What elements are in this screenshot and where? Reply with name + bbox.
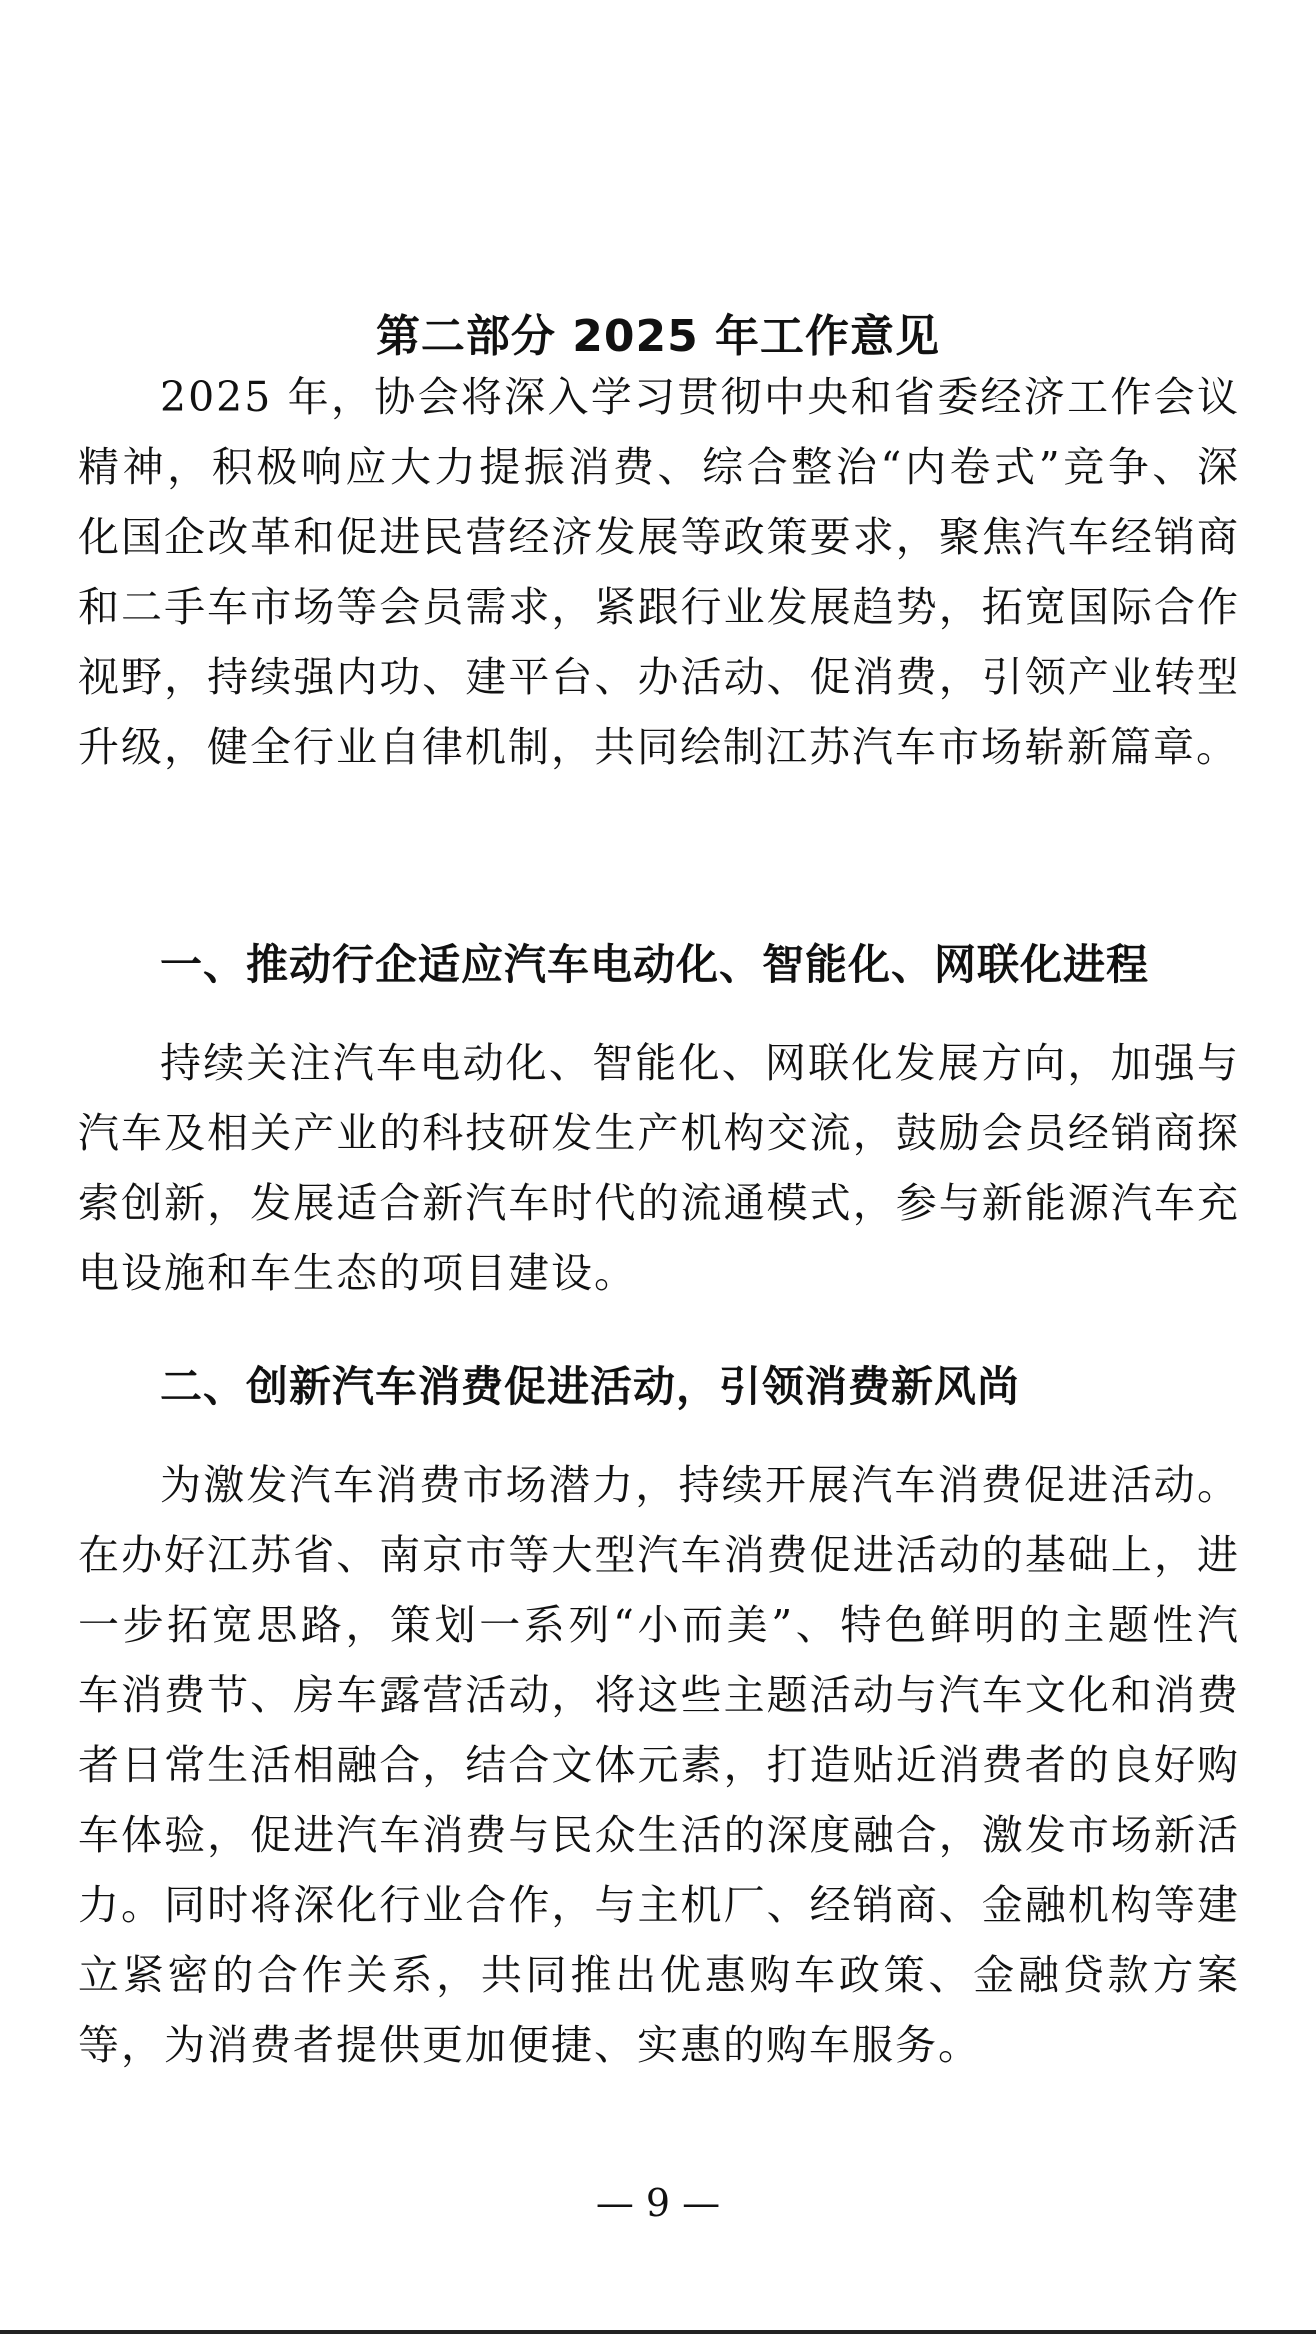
page-title: 第二部分 2025 年工作意见 — [375, 311, 941, 363]
section-1-heading: 一、推动行企适应汽车电动化、智能化、网联化进程 — [160, 940, 1150, 989]
page-number: — 9 — — [595, 2181, 721, 2225]
section-1-body: 持续关注汽车电动化、智能化、网联化发展方向，加强与汽车及相关产业的科技研发生产机构交流，鼓励会员经销商探索创新，发展适合新汽车时代的流通模式，参与新能源汽车充电设施和车生态的项目建设。 — [78, 1039, 1240, 1297]
section-2-body: 为激发汽车消费市场潜力，持续开展汽车消费促进活动。在办好江苏省、南京市等大型汽车消费促进活动的基础上，进一步拓宽思路，策划一系列“小而美”、特色鲜明的主题性汽车消费节、房车露营活动，将这些主题活动与汽车文化和消费者日常生活相融合，结合文体元素，打造贴近消费者的良好购车体验，促进汽车消费与民众生活的深度融合，激发市场新活力。同时将深化行业合作，与主机厂、经销商、金融机构等建立紧密的合作关系，共同推出优惠购车政策、金融贷款方案等，为消费者提供更加便捷、实惠的购车服务。 — [78, 1461, 1240, 2069]
bottom-rule — [0, 2330, 1316, 2334]
intro-paragraph: 2025 年，协会将深入学习贯彻中央和省委经济工作会议精神，积极响应大力提振消费、综合整治“内卷式”竞争、深化国企改革和促进民营经济发展等政策要求，聚焦汽车经销商和二手车市场等会员需求，紧跟行业发展趋势，拓宽国际合作视野，持续强内功、建平台、办活动、促消费，引领产业转型升级，健全行业自律机制，共同绘制江苏汽车市场崭新篇章。 — [78, 373, 1240, 771]
section-2-heading: 二、创新汽车消费促进活动，引领消费新风尚 — [160, 1362, 1021, 1411]
